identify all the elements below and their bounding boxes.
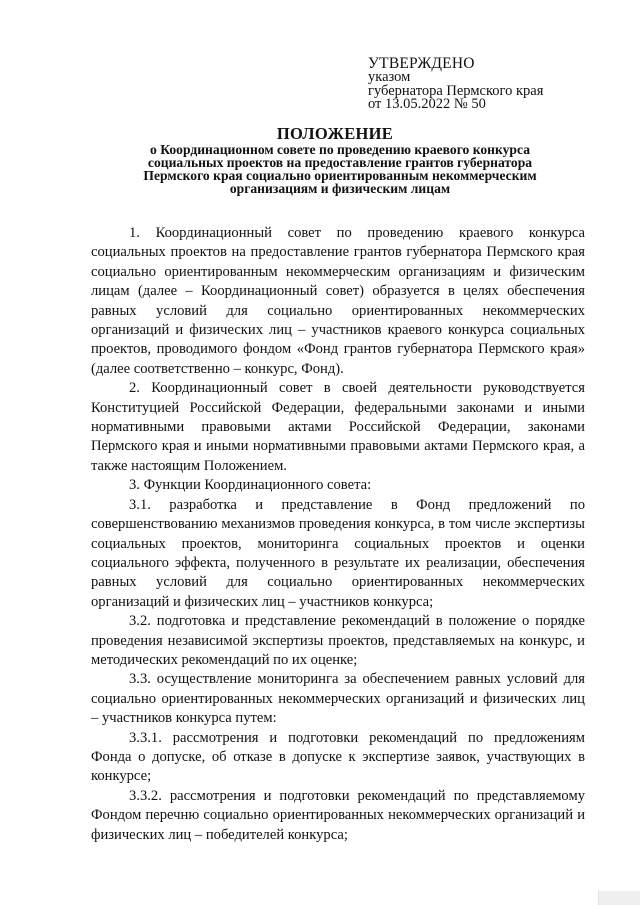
paragraph-3-3-2: 3.3.2. рассмотрения и подготовки рекомендаций по представляемому Фондом перечню социально ориентированных некоммерческих организаций и физических лиц – победителей конкурса; bbox=[91, 787, 585, 843]
paragraph-3-3: 3.3. осуществление мониторинга за обеспечением равных условий для социально ориентированных некоммерческих организаций и физических лиц – участников конкурса путем: bbox=[91, 671, 585, 727]
approval-line-decree: указом bbox=[368, 69, 411, 85]
subtitle-line: организациям и физическим лицам bbox=[229, 181, 451, 196]
paragraph-2: 2. Координационный совет в своей деятельности руководствуется Конституцией Российской Федерации, федеральными законами и иными нормативными правовыми актами Российской Федерации, законами Пермского края и иными нормативными правовыми актами Пермского края, а также настоящим Положением. bbox=[91, 380, 585, 474]
paragraph-3: 3. Функции Координационного совета: bbox=[129, 477, 372, 494]
paragraph-3-1: 3.1. разработка и представление в Фонд предложений по совершенствованию механизмов проведения конкурса, в том числе экспертизы социальных проектов, мониторинга социальных проектов и оценки социального эффекта, полученного в результате их реализации, обеспечения равных условий для социально ориентированных некоммерческих организаций и физических лиц – участников конкурса; bbox=[91, 496, 585, 610]
document-subtitle bbox=[100, 143, 580, 195]
scan-corner-mark bbox=[598, 891, 640, 905]
paragraph-1: 1. Координационный совет по проведению краевого конкурса социальных проектов на предоставление грантов губернатора Пермского края социально ориентированным некоммерческим организациям и физическим лицам (далее – Координационный совет) образуется в целях обеспечения равных условий для социально ориентированных некоммерческих организаций и физических лиц – участников краевого конкурса социальных проектов, проводимого фондом «Фонд грантов губернатора Пермского края» (далее соответственно – конкурс, Фонд). bbox=[91, 225, 585, 377]
document-title: ПОЛОЖЕНИЕ bbox=[276, 124, 394, 143]
document-body bbox=[91, 224, 585, 845]
approval-line-governor: губернатора Пермского края bbox=[368, 82, 544, 99]
paragraph-3-3-1: 3.3.1. рассмотрения и подготовки рекомендаций по предложениям Фонда о допуске, об отказе в допуске к экспертизе заявок, участвующих в конкурсе; bbox=[91, 729, 585, 785]
subtitle-line: социальных проектов на предоставление грантов губернатора bbox=[147, 155, 533, 170]
approval-stamp bbox=[368, 56, 543, 112]
approval-heading: УТВЕРЖДЕНО bbox=[368, 55, 475, 72]
approval-line-date: от 13.05.2022 № 50 bbox=[368, 96, 486, 112]
subtitle-line: Пермского края социально ориентированным некоммерческим bbox=[143, 168, 537, 183]
paragraph-3-2: 3.2. подготовка и представление рекомендаций в положение о порядке проведения независимой экспертизы проектов, представляемых на конкурс, и методических рекомендаций по их оценке; bbox=[91, 613, 585, 668]
subtitle-line: о Координационном совете по проведению краевого конкурса bbox=[150, 142, 530, 157]
